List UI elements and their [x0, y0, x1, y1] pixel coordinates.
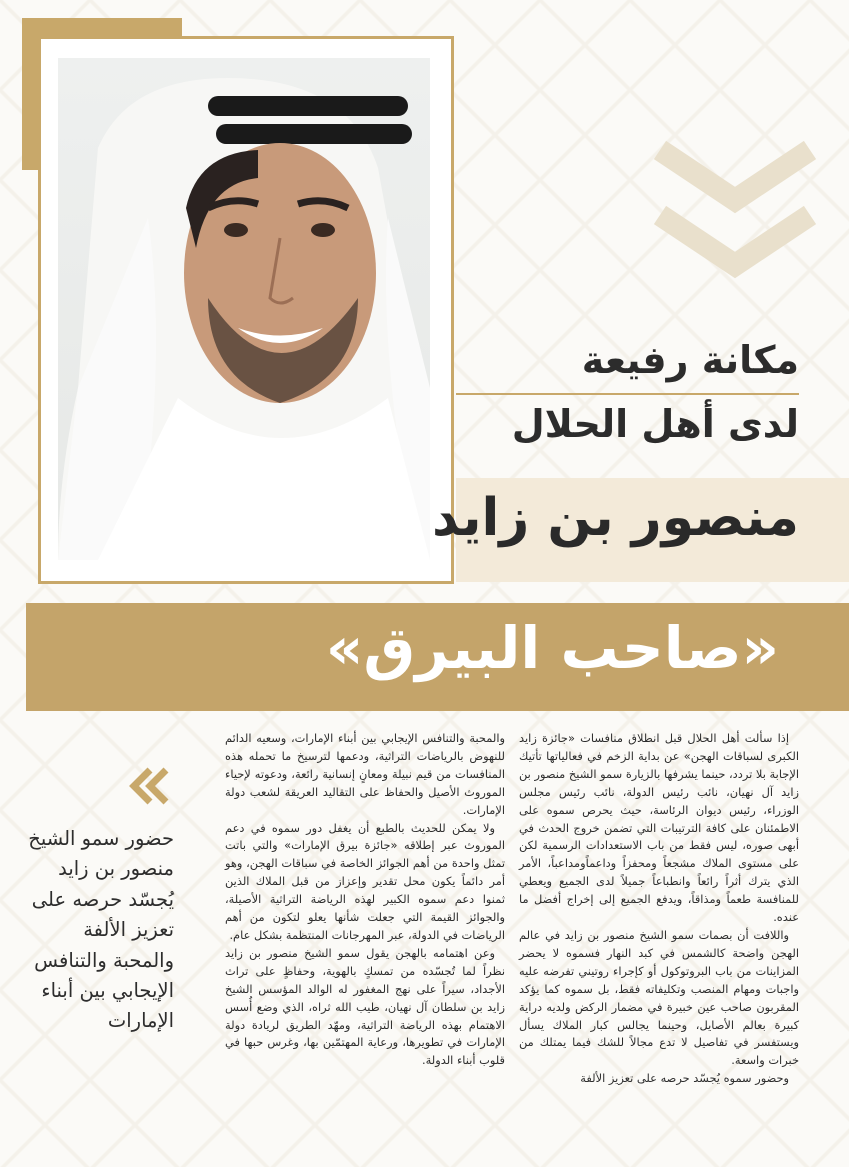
paragraph: والمحبة والتنافس الإيجابي بين أبناء الإمارات، وسعيه الدائم للنهوض بالرياضات التراثية، ودعمها لترسيخ ما تحمله هذه المنافسات من قيم نبيلة ومعانٍ إنسانية رائعة، ودعوته لإحياء الموروث الأصيل والحفاظ على التقاليد العريقة لشعب دولة الإمارات. [225, 731, 505, 817]
paragraph: إذا سألت أهل الحلال قبل انطلاق منافسات «جائزة زايد الكبرى لسباقات الهجن» عن بداية الزخم في فعالياتها تأتيك الإجابة بلا تردد، حينما يشرفها بالزيارة سمو الشيخ منصور بن زايد آل نهيان، نائب رئيس الدولة، نائب رئيس مجلس الوزراء، رئيس ديوان الرئاسة، حيث يحرص سموه على الاطمئنان على كافة الترتيبات التي تضمن خروج الحدث في أبهى صوره، ليس فقط من باب الاستعدادات الرسمية لكن على مستوى الملاك مشجعاً ومحفزاً وداعماًومداعباً، الأمر الذي يترك أثراً رائعاً وانطباعاً جميلاً لدى الجميع ويعطي للمنافسة طعماً ومذاقاً، ويدفع الجميع إلى إخراج أفضل ما عنده. [519, 731, 799, 925]
article-column-1 [519, 730, 799, 1088]
article-column-2 [225, 730, 505, 1070]
title-divider [456, 393, 799, 395]
paragraph: واللافت أن بصمات سمو الشيخ منصور بن زايد في عالم الهجن واضحة كالشمس في كبد النهار فسموه لا يحضر المزاينات من باب البروتوكول أو كإجراء روتيني تفرضه عليه واجبات ومهام المنصب وتكليفاته فقط، بل سموه كما يؤكد المقربون صاحب عين خبيرة في مضمار الركض ولديه دراية كبيرة بعالم الأصايل، وحينما يجالس كبار الملاك يسأل ويستفسر في تفاصيل لا تدع مجالاً للشك فيما يمتلك من خبرات واسعة. [519, 927, 799, 1068]
quote-chevron-icon [128, 766, 172, 806]
paragraph: ولا يمكن للحديث بالطبع أن يغفل دور سموه في دعم الموروث عبر إطلاقه «جائزة بيرق الإمارات» والتي باتت تمثل واحدة من أهم الجوائز الخاصة في سباقات الهجن، وهو أمر دائماً يكون محل تقدير وإعزاز من قبل الملاك الذين ثمنوا دعم سموه الكبير لهذه الرياضة التراثية الأصيلة، والجوائز القيمة التي جعلت شأنها يعلو لتكون من أهم الرياضات في الدولة، عبر المهرجانات المنتظمة بشكل عام. [225, 820, 505, 942]
subtitle-line-1: مكانة رفيعة [581, 338, 799, 382]
headline-name: منصور بن زايد [431, 488, 799, 548]
chevron-decoration-icon [650, 140, 820, 290]
paragraph: وعن اهتمامه بالهجن يقول سمو الشيخ منصور بن زايد نظراً لما تُجسّده من تمسكٍ بالهوية، وحفاظٍ على تراث الأجداد، سيراً على نهج المغفور له الوالد المؤسس الشيخ زايد بن سلطان آل نهيان، طيب الله ثراه، الذي وضع أُسس الاهتمام بهذه الرياضة التراثية، ومهّد الطريق لريادة دولة الإمارات في تطويرها، ورعاية المهتمّين بها، وغرس حبها في قلوب أبناء الدولة. [225, 945, 505, 1068]
banner-title: «صاحب البيرق» [325, 614, 779, 682]
pull-quote: حضور سمو الشيخ منصور بن زايد يُجسّد حرصه على تعزيز الألفة والمحبة والتنافس الإيجابي بين أبناء الإمارات [28, 827, 174, 1033]
subtitle-line-2: لدى أهل الحلال [511, 402, 799, 446]
portrait-photo [58, 58, 430, 560]
paragraph: وحضور سموه يُجسّد حرصه على تعزيز الألفة [580, 1071, 789, 1086]
portrait-illustration [58, 58, 430, 560]
